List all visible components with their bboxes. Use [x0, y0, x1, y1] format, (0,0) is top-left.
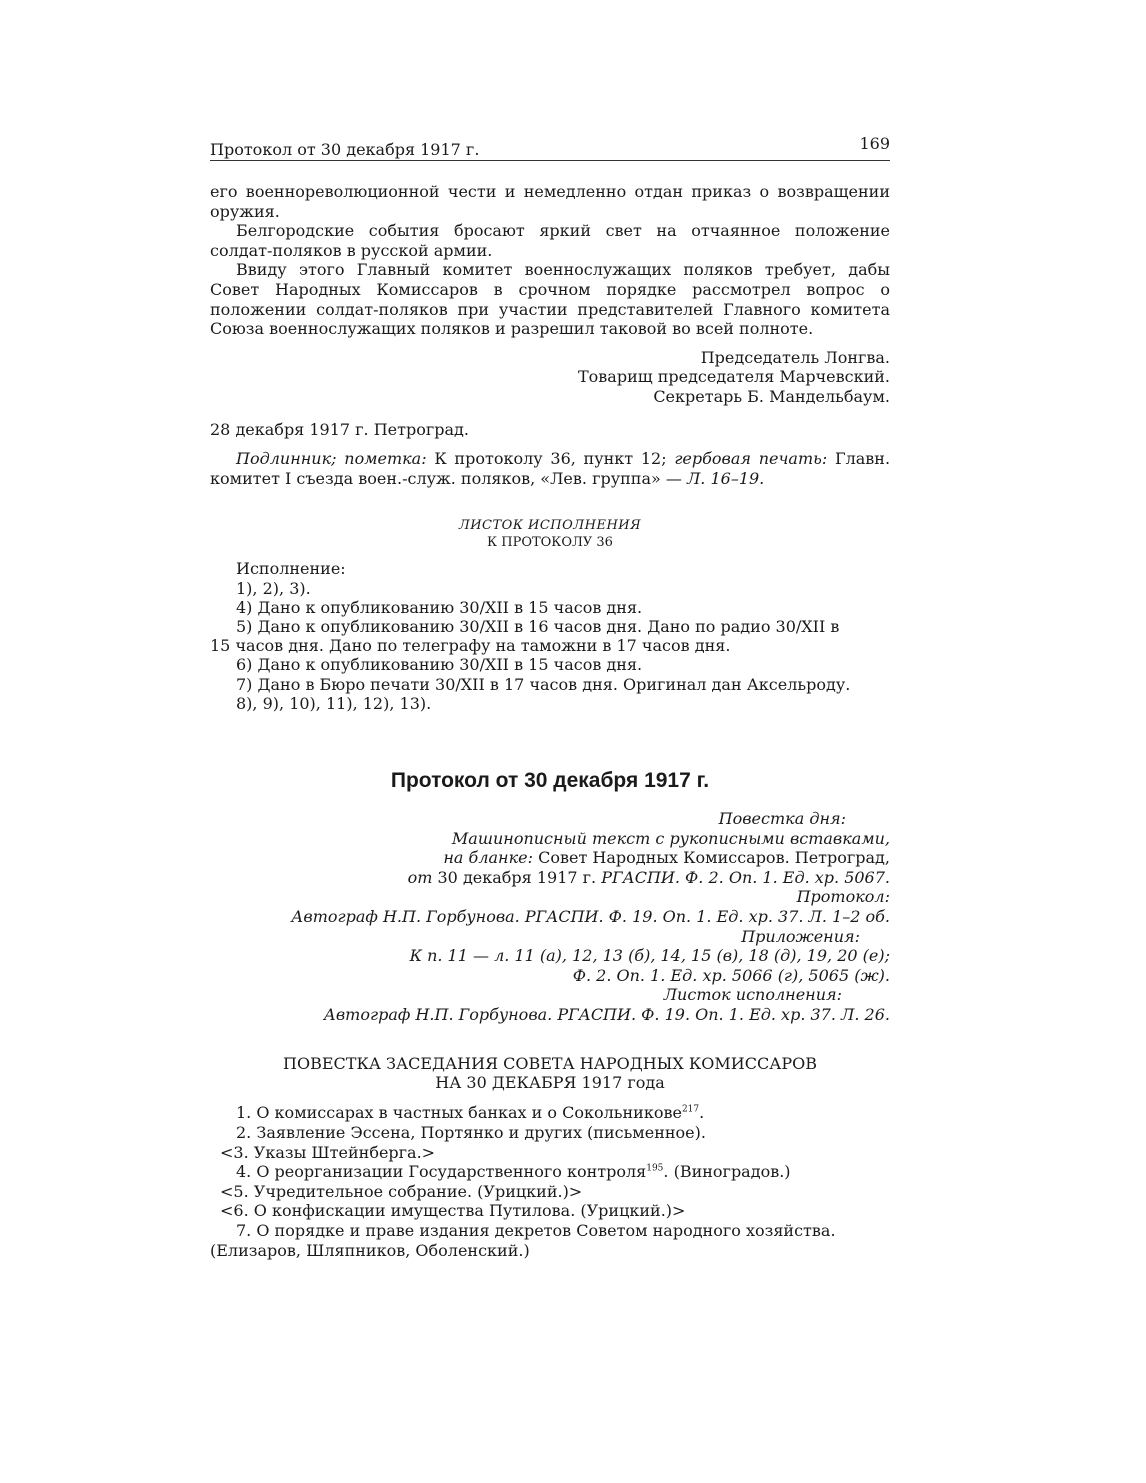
execution-list [210, 559, 890, 713]
list-item: Исполнение: [236, 559, 346, 579]
source-notes [210, 809, 890, 1025]
list-item [210, 1162, 890, 1182]
list-item: <5. Учредительное собрание. (Урицкий.)> [220, 1181, 583, 1201]
signature-line: Председатель Лонгва. [700, 347, 890, 367]
source-line: Совет Народных Комиссаров. Петроград, [533, 848, 890, 868]
list-item: 4) Дано к опубликованию 30/XII в 15 часов дня. [236, 597, 643, 617]
running-header [210, 136, 890, 161]
source-line: Машинописный текст с рукописными вставками, [451, 828, 890, 848]
list-item: 7. О порядке и праве издания декретов Советом народного хозяйства. [236, 1221, 836, 1241]
body-paragraph: его военнореволюционной чести и немедленно отдан приказ о возвращении оружия. [210, 182, 890, 221]
source-label: Приложения: [741, 926, 860, 946]
source-line: К п. 11 — л. 11 (а), 12, 13 (б), 14, 15 (в), 18 (д), 19, 20 (е); [409, 946, 890, 966]
page-title: Протокол от 30 декабря 1917 г. [390, 768, 710, 792]
item-text: 4. О реорганизации Государственного контроля [236, 1162, 647, 1182]
source-label: Повестка дня: [718, 808, 846, 828]
source-line: Ф. 2. Оп. 1. Ед. хр. 5066 (г), 5065 (ж). [572, 965, 890, 985]
list-item: <6. О конфискации имущества Путилова. (Урицкий.)> [220, 1201, 686, 1221]
list-item: <3. Указы Штейнберга.> [220, 1142, 436, 1162]
list-item: 7) Дано в Бюро печати 30/XII в 17 часов дня. Оригинал дан Аксельроду. [236, 674, 851, 694]
source-reference: РГАСПИ. Ф. 2. Оп. 1. Ед. хр. 5067. [601, 867, 890, 887]
signature-block [210, 348, 890, 407]
source-line: на бланке: [443, 848, 533, 868]
date-line: 28 декабря 1917 г. Петроград. [210, 419, 469, 439]
item-text: . [699, 1103, 705, 1123]
agenda-heading-line: ПОВЕСТКА ЗАСЕДАНИЯ СОВЕТА НАРОДНЫХ КОМИССАРОВ [283, 1054, 817, 1074]
list-item: 15 часов дня. Дано по телеграфу на таможни в 17 часов дня. [210, 636, 731, 656]
execution-sheet-subtitle: К ПРОТОКОЛУ 36 [487, 535, 613, 551]
document-page [210, 136, 890, 1260]
item-text: 1. О комиссарах в частных банках и о Сокольникове [236, 1103, 682, 1123]
execution-sheet-title: ЛИСТОК ИСПОЛНЕНИЯ [458, 518, 642, 534]
list-item: 8), 9), 10), 11), 12), 13). [236, 693, 432, 713]
footnote-ref: 195 [646, 1163, 664, 1174]
archival-note [210, 449, 890, 488]
list-item: 2. Заявление Эссена, Портянко и других (письменное). [236, 1123, 706, 1143]
list-item: 5) Дано к опубликованию 30/XII в 16 часов дня. Дано по радио 30/XII в [236, 616, 840, 636]
running-title: Протокол от 30 декабря 1917 г. [210, 140, 480, 159]
note-reference: Л. 16–19. [686, 468, 765, 488]
source-line: от [407, 867, 433, 887]
signature-line: Товарищ председателя Марчевский. [577, 367, 890, 387]
source-line: Автограф Н.П. Горбунова. РГАСПИ. Ф. 19. Оп. 1. Ед. хр. 37. Л. 1–2 об. [291, 906, 890, 926]
list-item: 1), 2), 3). [236, 578, 311, 598]
body-paragraph: Белгородские события бросают яркий свет на отчаянное положение солдат-поляков в русской армии. [210, 221, 890, 260]
list-item: (Елизаров, Шляпников, Оболенский.) [210, 1240, 530, 1260]
note-label: Подлинник; пометка: [236, 449, 427, 469]
source-label: Протокол: [796, 887, 890, 907]
note-label: гербовая печать: [674, 449, 828, 469]
agenda-list [210, 1103, 890, 1260]
footnote-ref: 217 [681, 1105, 700, 1116]
page-number: 169 [859, 134, 890, 153]
body-paragraph: Ввиду этого Главный комитет военнослужащих поляков требует, дабы Совет Народных Комиссаров в срочном порядке рассмотрел вопрос о положении солдат-поляков при участии представителей Главного комитета Союза военнослужащих поляков и разрешил таковой во всей полноте. [210, 260, 890, 339]
note-text: К протоколу 36, пункт 12; [426, 449, 675, 469]
list-item: 6) Дано к опубликованию 30/XII в 15 часов дня. [236, 655, 643, 675]
source-label: Листок исполнения: [663, 985, 842, 1005]
list-item [210, 1103, 890, 1123]
source-line: 30 декабря 1917 г. [432, 867, 602, 887]
note-text: Главн. комитет I съезда воен.-служ. поляков, «Лев. группа» — [210, 449, 891, 488]
source-line: Автограф Н.П. Горбунова. РГАСПИ. Ф. 19. Оп. 1. Ед. хр. 37. Л. 26. [323, 1004, 890, 1024]
agenda-heading-line: НА 30 ДЕКАБРЯ 1917 года [435, 1073, 665, 1093]
agenda-heading [210, 1054, 890, 1092]
signature-line: Секретарь Б. Мандельбаум. [653, 386, 890, 406]
item-text: . (Виноградов.) [663, 1162, 791, 1182]
